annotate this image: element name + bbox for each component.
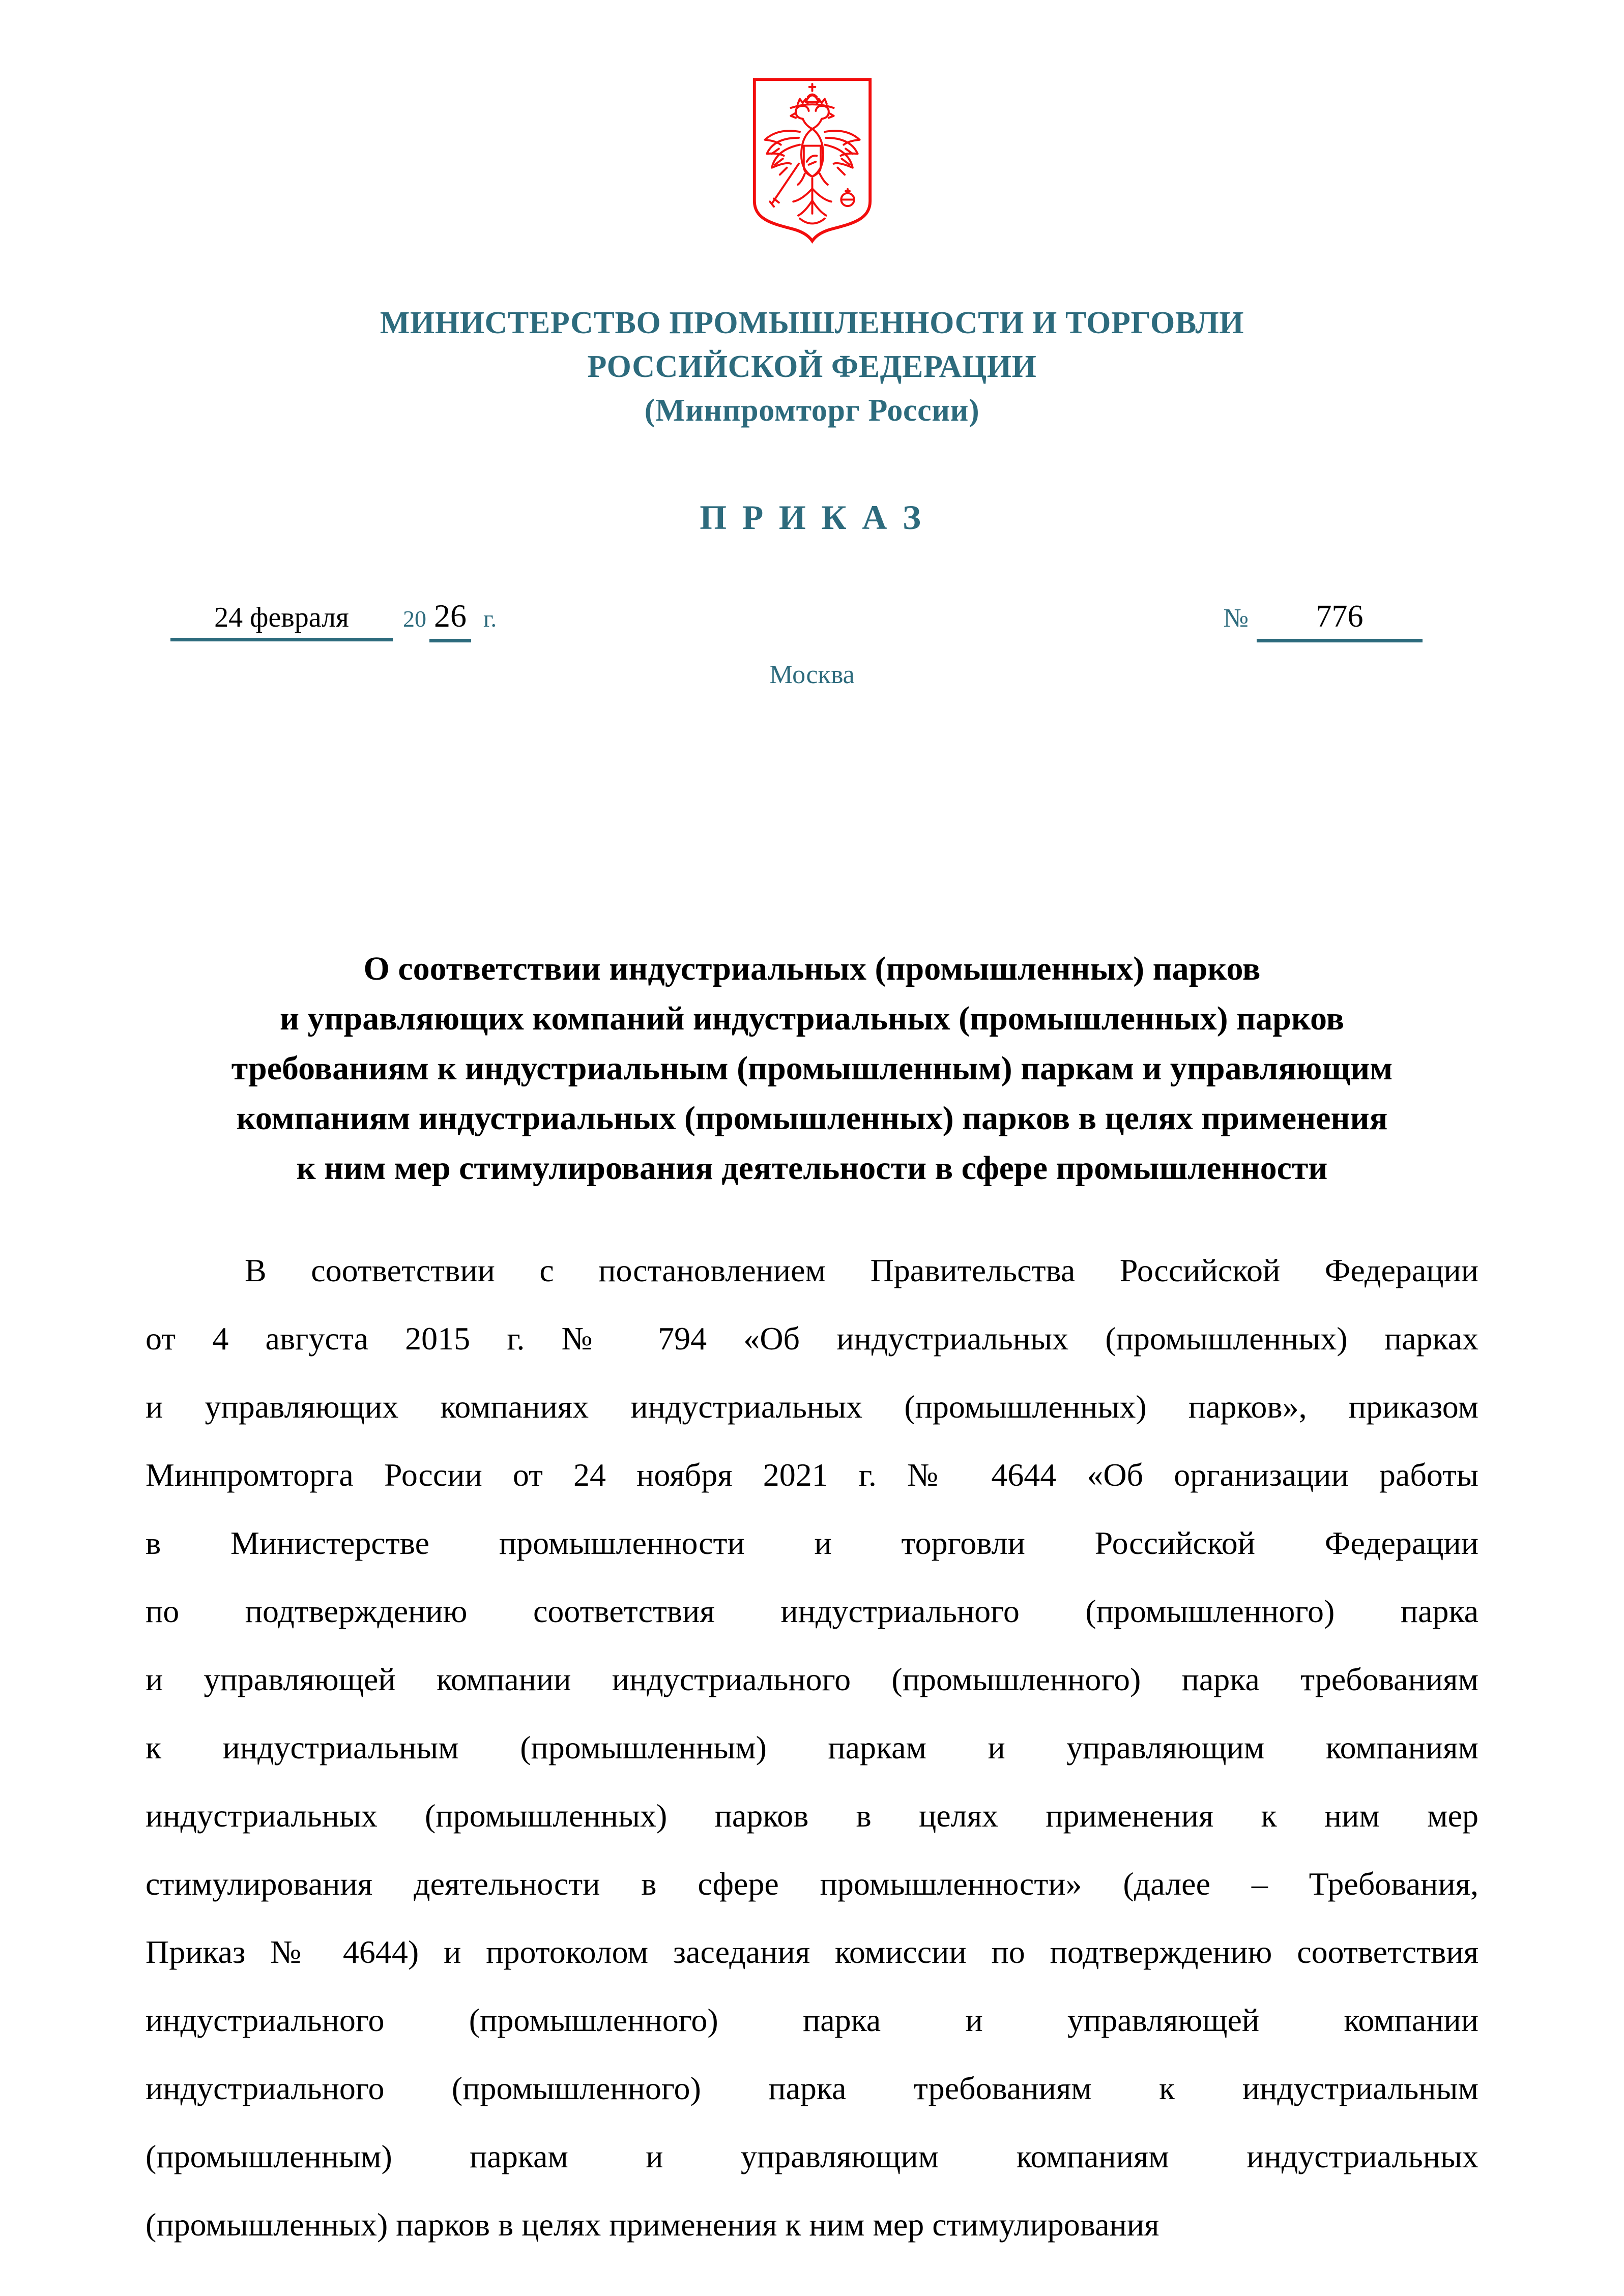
ministry-name-line2: РОССИЙСКОЙ ФЕДЕРАЦИИ: [587, 349, 1037, 384]
doc-title-line: к ним мер стимулирования деятельности в сфере промышленности: [296, 1150, 1328, 1187]
doc-title-line: и управляющих компаний индустриальных (промышленных) парков: [279, 1000, 1345, 1037]
body-line: от 4 августа 2015 г. № 794 «Об индустриальных (промышленных) парках: [146, 1320, 1478, 1357]
ministry-short-name: (Минпромторг России): [644, 393, 980, 428]
date-field: 24 февраля: [170, 601, 393, 641]
doc-title-line: компаниям индустриальных (промышленных) парков в целях применения: [236, 1100, 1388, 1137]
body-line: и управляющей компании индустриального (промышленного) парка требованиям: [146, 1661, 1478, 1697]
body-line: В соответствии с постановлением Правительства Российской Федерации: [245, 1252, 1478, 1288]
body-line: индустриальных (промышленных) парков в целях применения к ним мер: [146, 1798, 1478, 1834]
body-line: в Министерстве промышленности и торговли Российской Федерации: [146, 1525, 1478, 1561]
year-field: 26: [429, 597, 471, 642]
body-line: Приказ № 4644) и протоколом заседания комиссии по подтверждению соответствия: [146, 1934, 1478, 1970]
date-group: [170, 597, 497, 642]
body-line: к индустриальным (промышленным) паркам и управляющим компаниям: [146, 1729, 1478, 1765]
year-suffix-label: г.: [483, 605, 497, 632]
body-paragraph: [146, 1237, 1478, 2259]
doc-title: [146, 944, 1478, 1193]
date-number-row: [0, 597, 1624, 642]
number-group: [1223, 599, 1423, 642]
doc-title-line: требованиям к индустриальным (промышленным) паркам и управляющим: [231, 1050, 1393, 1087]
doc-title-line: О соответствии индустриальных (промышленных) парков: [363, 950, 1261, 987]
body-line: и управляющих компаниях индустриальных (промышленных) парков», приказом: [146, 1389, 1478, 1425]
doc-type-heading: П Р И К А З: [700, 498, 924, 537]
ministry-name: [0, 301, 1624, 432]
body-line: (промышленным) паркам и управляющим компаниям индустриальных: [146, 2138, 1478, 2174]
coat-of-arms-icon: [750, 75, 875, 244]
number-field: 776: [1257, 599, 1423, 642]
body-line: индустриального (промышленного) парка и управляющей компании: [146, 2002, 1478, 2038]
body-line: Минпромторга России от 24 ноября 2021 г. № 4644 «Об организации работы: [146, 1457, 1478, 1493]
body-line: индустриального (промышленного) парка требованиям к индустриальным: [146, 2070, 1478, 2106]
year-prefix-label: 20: [403, 606, 426, 632]
city-label: Москва: [769, 660, 855, 689]
number-sign-label: №: [1223, 604, 1249, 633]
body-line: (промышленных) парков в целях применения к ним мер стимулирования: [146, 2206, 1159, 2243]
body-line: по подтверждению соответствия индустриального (промышленного) парка: [146, 1593, 1478, 1629]
body-line: стимулирования деятельности в сфере промышленности» (далее – Требования,: [146, 1866, 1478, 1902]
ministry-name-line1: МИНИСТЕРСТВО ПРОМЫШЛЕННОСТИ И ТОРГОВЛИ: [380, 306, 1244, 340]
